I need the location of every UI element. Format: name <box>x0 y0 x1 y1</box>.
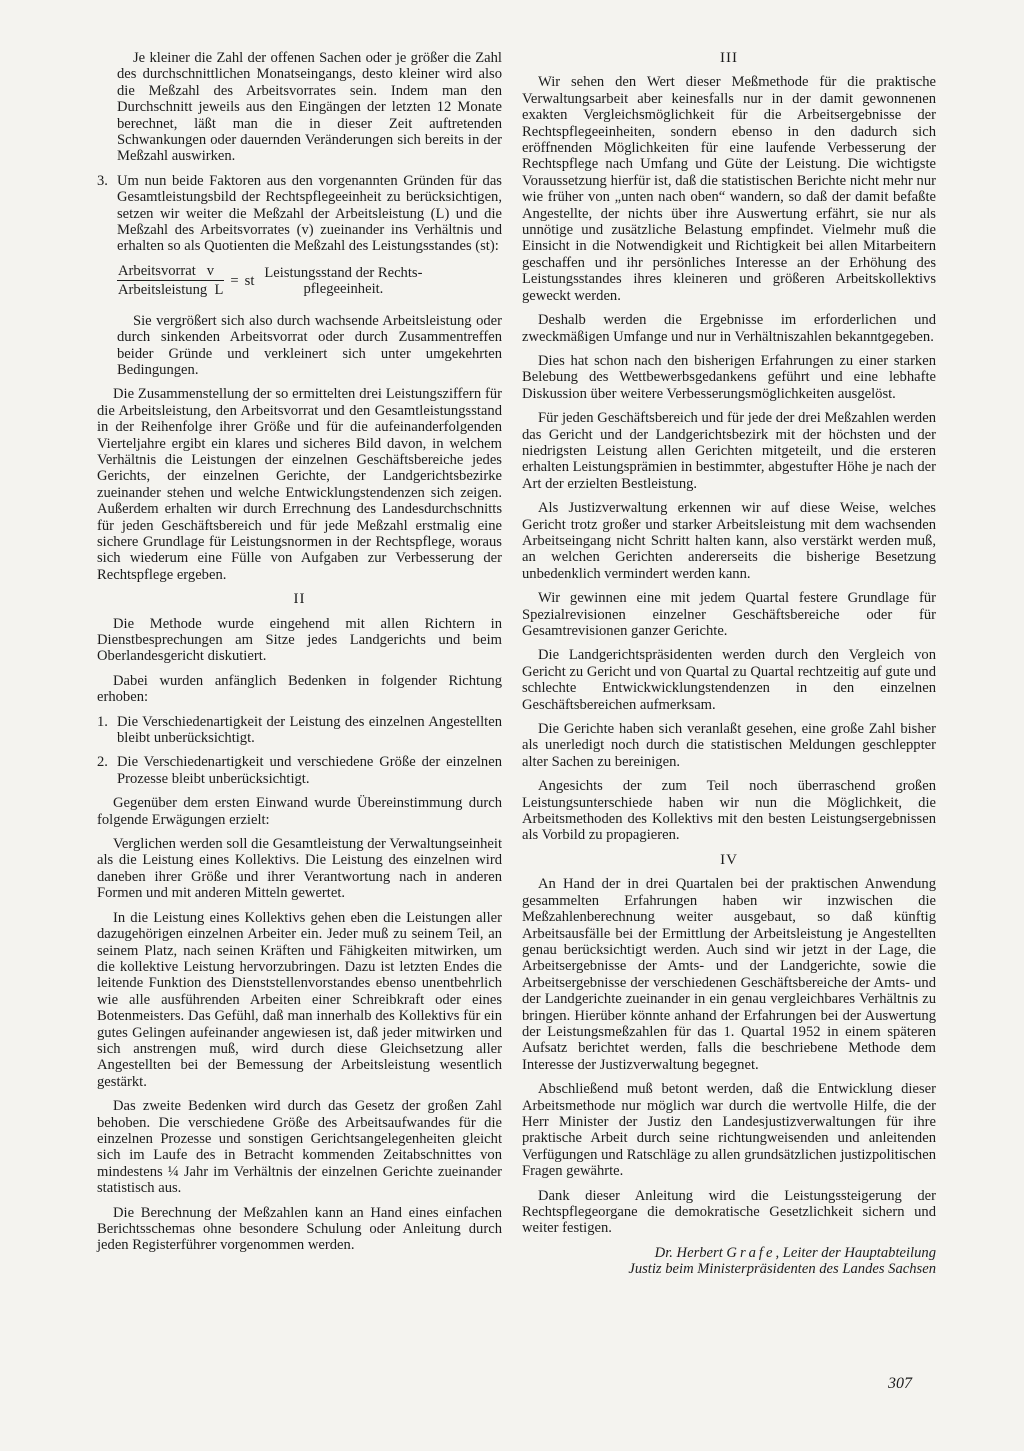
list-text: Um nun beide Faktoren aus den vorgenannten Gründen für das Gesamtleistungsbild der Rechtspflegeeinheit zu berücksichtigen, setzen wir weiter die Meßzahl der Arbeitsleistung (L) und die Meßzahl des Arbeitsvorrates (v) zueinander ins Verhältnis und erhalten so als Quotienten die Meßzahl des Leistungsstandes (st): <box>117 172 502 255</box>
left-column <box>97 50 502 1262</box>
paragraph-bedenken: Dabei wurden anfänglich Bedenken in folgender Richtung erhoben: <box>97 672 502 706</box>
formula-equals: = <box>230 272 239 289</box>
formula-numerator <box>117 263 224 281</box>
objections-list <box>97 714 502 788</box>
formula-result: st <box>244 272 255 289</box>
list-item <box>97 173 502 255</box>
paragraph-continuation: Je kleiner die Zahl der offenen Sachen oder je größer die Zahl des durchschnittlichen Monatseingangs, desto kleiner wird also die Meßzahl des Arbeitsvorrates sein. Indem man den Durchschnitt jeweils aus den Eingängen der letzten 12 Monate berechnet, läßt man die in dieser Zeit auftretenden Schwankungen oder dauernden Veränderungen sich bereits in der Meßzahl auswirken. <box>117 50 502 165</box>
list-item <box>97 754 502 787</box>
paragraph-einwand: Gegenüber dem ersten Einwand wurde Übereinstimmung durch folgende Erwägungen erzielt: <box>97 795 502 828</box>
paragraph-after-formula: Sie vergrößert sich also durch wachsende Arbeitsleistung oder durch sinkenden Arbeitsvorrat oder durch Zusammentreffen beider Gründe und verkleinert sich unter umgekehrten Bedingungen. <box>117 312 502 378</box>
section-heading-iii: III <box>720 50 738 66</box>
page-number: 307 <box>888 1375 912 1392</box>
formula-denominator-word: Arbeitsleistung <box>118 282 208 299</box>
formula-label <box>264 265 422 297</box>
signature-affiliation: Justiz beim Ministerpräsidenten des Landes Sachsen <box>628 1261 936 1278</box>
paragraph-angesichts: Angesichts der zum Teil noch überraschend großen Leistungsunterschiede haben wir nun die Möglichkeit, die Arbeitsmethoden des Kollektivs mit den besten Leistungsergebnissen als Vorbild zu propagieren. <box>522 778 936 844</box>
signature-surname: Grafe <box>726 1244 776 1261</box>
paragraph-wert: Wir sehen den Wert dieser Meßmethode für die praktische Verwaltungsarbeit aber keinesfalls nur in der damit gewonnenen exakten Vergleichsmöglichkeit für die Arbeitsergebnisse der Rechtspflegeeinheiten, sondern ebenso in den dadurch sich eröffnenden Möglichkeiten für eine laufende Verbesserung der Rechtspflege nach Umfang und Güte der Leistung. Die wichtigste Voraussetzung hierfür ist, daß die statistischen Berichte nicht mehr nur wie früher von „unten nach oben“ wandern, so daß der damit befaßte Angestellte, der nichts über ihre Auswertung erfährt, sie nur als unnötige und zusätzliche Belastung empfindet. Vielmehr muß die Einsicht in die Notwendigkeit und Richtigkeit bei allen Mitarbeitern geschaffen und ihr persönliches Interesse an der Erhöhung des Leistungsstandes ihres kleineren und größeren Arbeitskollektivs geweckt werden. <box>522 74 936 304</box>
signature-title: Dr. Herbert <box>654 1244 727 1261</box>
paragraph-kollektiv: In die Leistung eines Kollektivs gehen eben die Leistungen aller dazugehörigen einzelnen Arbeiter ein. Jeder muß zu seinem Teil, an seinem Platz, nach seinen Kräften und Fähigkeiten mitwirken, um die kollektive Leistung hervorzubringen. Dazu ist letzten Endes die leitende Funktion des Dienststellenvorstandes ebenso unentbehrlich wie alle ausführenden Arbeiten einer Schreibkraft oder eines Botenmeisters. Das Gefühl, daß man innerhalb des Kollektivs für ein gutes Gelingen aufeinander angewiesen ist, daß jeder mitwirken und sich anstrengen muß, wird durch diese Gleichsetzung aller Angestellten bei der Bemessung der Arbeitsleistung wesentlich gestärkt. <box>97 909 502 1090</box>
list-number: 1. <box>97 713 108 730</box>
list-text: Die Verschiedenartigkeit der Leistung des einzelnen Angestellten bleibt unberücksichtigt. <box>117 713 502 747</box>
list-text: Die Verschiedenartigkeit und verschiedene Größe der einzelnen Prozesse bleibt unberücksichtigt. <box>117 754 502 787</box>
formula-fraction <box>117 263 224 299</box>
section-heading-iv: IV <box>720 851 738 868</box>
paragraph-wir: Wir gewinnen eine mit jedem Quartal festere Grundlage für Spezialrevisionen einzelner Geschäftsbereiche oder für Gesamtrevisionen ganzer Gerichte. <box>522 590 936 639</box>
formula-label-line1: Leistungsstand der Rechts- <box>264 264 423 281</box>
formula-denominator <box>117 281 224 298</box>
signature <box>522 1245 936 1278</box>
list-number: 2. <box>97 754 108 771</box>
formula-numerator-symbol: v <box>206 262 215 279</box>
formula-numerator-word: Arbeitsvorrat <box>118 262 196 279</box>
paragraph-summary: Die Zusammenstellung der so ermittelten drei Leistungsziffern für die Arbeitsleistung, den Arbeitsvorrat und den Gesamtleistungsstand in der Reihenfolge ihrer Größe und für die aufeinanderfolgenden Vierteljahre ergibt ein klares und sicheres Bild davon, in welchem Verhältnis die Leistungen der einzelnen Geschäftsbereiche jedes Gerichts, der einzelnen Gerichte, der Landgerichtsbezirke zueinander stehen und welche Entwicklungstendenzen sich zeigen. Außerdem erhalten wir durch Errechnung des Landesdurchschnitts für jeden Geschäftsbereich und für jede Meßzahl erstmalig eine sichere Grundlage für Leistungsnormen in der Rechtspflege, woraus sich wiederum eine Fülle von Aufgaben zur Verbesserung der Rechtspflege ergeben. <box>97 386 502 583</box>
numbered-point-3 <box>97 173 502 255</box>
paragraph-dies: Dies hat schon nach den bisherigen Erfahrungen zu einer starken Belebung des Wettbewerbsgedankens geführt und eine lebhafte Diskussion über weitere Verbesserungsmöglichkeiten ausgelöst. <box>522 352 936 402</box>
right-column <box>522 50 936 1286</box>
formula-label-line2: pflegeeinheit. <box>303 280 384 297</box>
formula <box>117 263 502 299</box>
signature-position: , Leiter der Hauptabteilung <box>775 1244 936 1261</box>
paragraph-method: Die Methode wurde eingehend mit allen Richtern in Dienstbesprechungen am Sitze jedes Landgerichts und beim Oberlandesgericht diskutiert. <box>97 615 502 665</box>
paragraph-fuer: Für jeden Geschäftsbereich und für jede der drei Meßzahlen werden das Gericht und der Landgerichtsbezirk mit der höchsten und der niedrigsten Leistung allen Gerichten mitgeteilt, und die ersteren erhalten Leistungsprämien in bestimmter, abgestufter Höhe je nach der Art der erzielten Bestleistung. <box>522 410 936 492</box>
paragraph-dank: Dank dieser Anleitung wird die Leistungssteigerung der Rechtspflegeorgane die demokratische Gesetzlichkeit sichern und weiter festigen. <box>522 1187 936 1237</box>
paragraph-landgerichtspraesidenten: Die Landgerichtspräsidenten werden durch den Vergleich von Gericht zu Gericht und von Quartal zu Quartal rechtzeitig auf gute und schlechte Entwickwicklungstendenzen in den einzelnen Geschäftsbereichen aufmerksam. <box>522 647 936 713</box>
paragraph-verglichen: Verglichen werden soll die Gesamtleistung der Verwaltungseinheit als die Leistung eines Kollektivs. Die Leistung des einzelnen wird daneben ihrer Größe und ihrer Verantwortung nach in anderen Formen und mit anderen Mitteln gewertet. <box>97 836 502 902</box>
paragraph-gerichte: Die Gerichte haben sich veranlaßt gesehen, eine große Zahl bisher als unerledigt noch durch die statistischen Meldungen geschleppter alter Sachen zu bereinigen. <box>522 721 936 770</box>
paragraph-anhand: An Hand der in drei Quartalen bei der praktischen Anwendung gesammelten Erfahrungen haben wir inzwischen die Meßzahlenberechnung weiter ausgebaut, so daß künftig Arbeitsausfälle bei der Ermittlung der Arbeitsleistung je Angestellten genau berücksichtigt werden. Auch sind wir jetzt in der Lage, die Arbeitsergebnisse der Amts- und der Landgerichte, sowie die Arbeitsergebnisse der verschiedenen Geschäftsbereiche der Amts- und der Landgerichte zueinander in ein genau vergleichbares Verhältnis zu bringen. Hierüber könnte anhand der Erfahrungen bei der Auswertung der Leistungsmeßzahlen für das 1. Quartal 1952 in einem späteren Aufsatz berichtet werden, falls die beschriebene Methode dem Interesse der Justizverwaltung begegnet. <box>522 876 936 1073</box>
paragraph-berechnung: Die Berechnung der Meßzahlen kann an Hand eines einfachen Berichtsschemas ohne besondere Schulung oder Anleitung durch jeden Registerführer vorgenommen werden. <box>97 1204 502 1254</box>
paragraph-als: Als Justizverwaltung erkennen wir auf diese Weise, welches Gericht trotz großer und starker Arbeitsleistung mit dem wachsenden Arbeitseingang nicht Schritt halten kann, also verstärkt werden muß, an welchen Gerichten andererseits die bisherige Besetzung unbedenklich vermindert werden kann. <box>522 500 936 582</box>
list-number: 3. <box>97 172 108 189</box>
list-item <box>97 714 502 747</box>
paragraph-abschliessend: Abschließend muß betont werden, daß die Entwicklung dieser Arbeitsmethode nur möglich war durch die wertvolle Hilfe, die der Herr Minister der Justiz den Landesjustizverwaltungen für ihre praktische Arbeit durch seine richtungweisenden und anleitenden Verfügungen und Ratschläge zu allen grundsätzlichen justizpolitischen Fragen gewährte. <box>522 1081 936 1180</box>
section-heading-ii: II <box>293 591 306 608</box>
paragraph-deshalb: Deshalb werden die Ergebnisse im erforderlichen und zweckmäßigen Umfange und nur in Verhältniszahlen bekanntgegeben. <box>522 312 936 345</box>
paragraph-zweite: Das zweite Bedenken wird durch das Gesetz der großen Zahl behoben. Die verschiedene Größe des Arbeitsaufwandes für die einzelnen Prozesse und sonstigen Gerichtsangelegenheiten gleicht sich im Laufe des in Betracht kommenden Zeitabschnittes von mindestens ¼ Jahr im Verhältnis der einzelnen Gerichte zueinander statistisch aus. <box>97 1098 502 1197</box>
formula-denominator-symbol: L <box>214 282 224 299</box>
